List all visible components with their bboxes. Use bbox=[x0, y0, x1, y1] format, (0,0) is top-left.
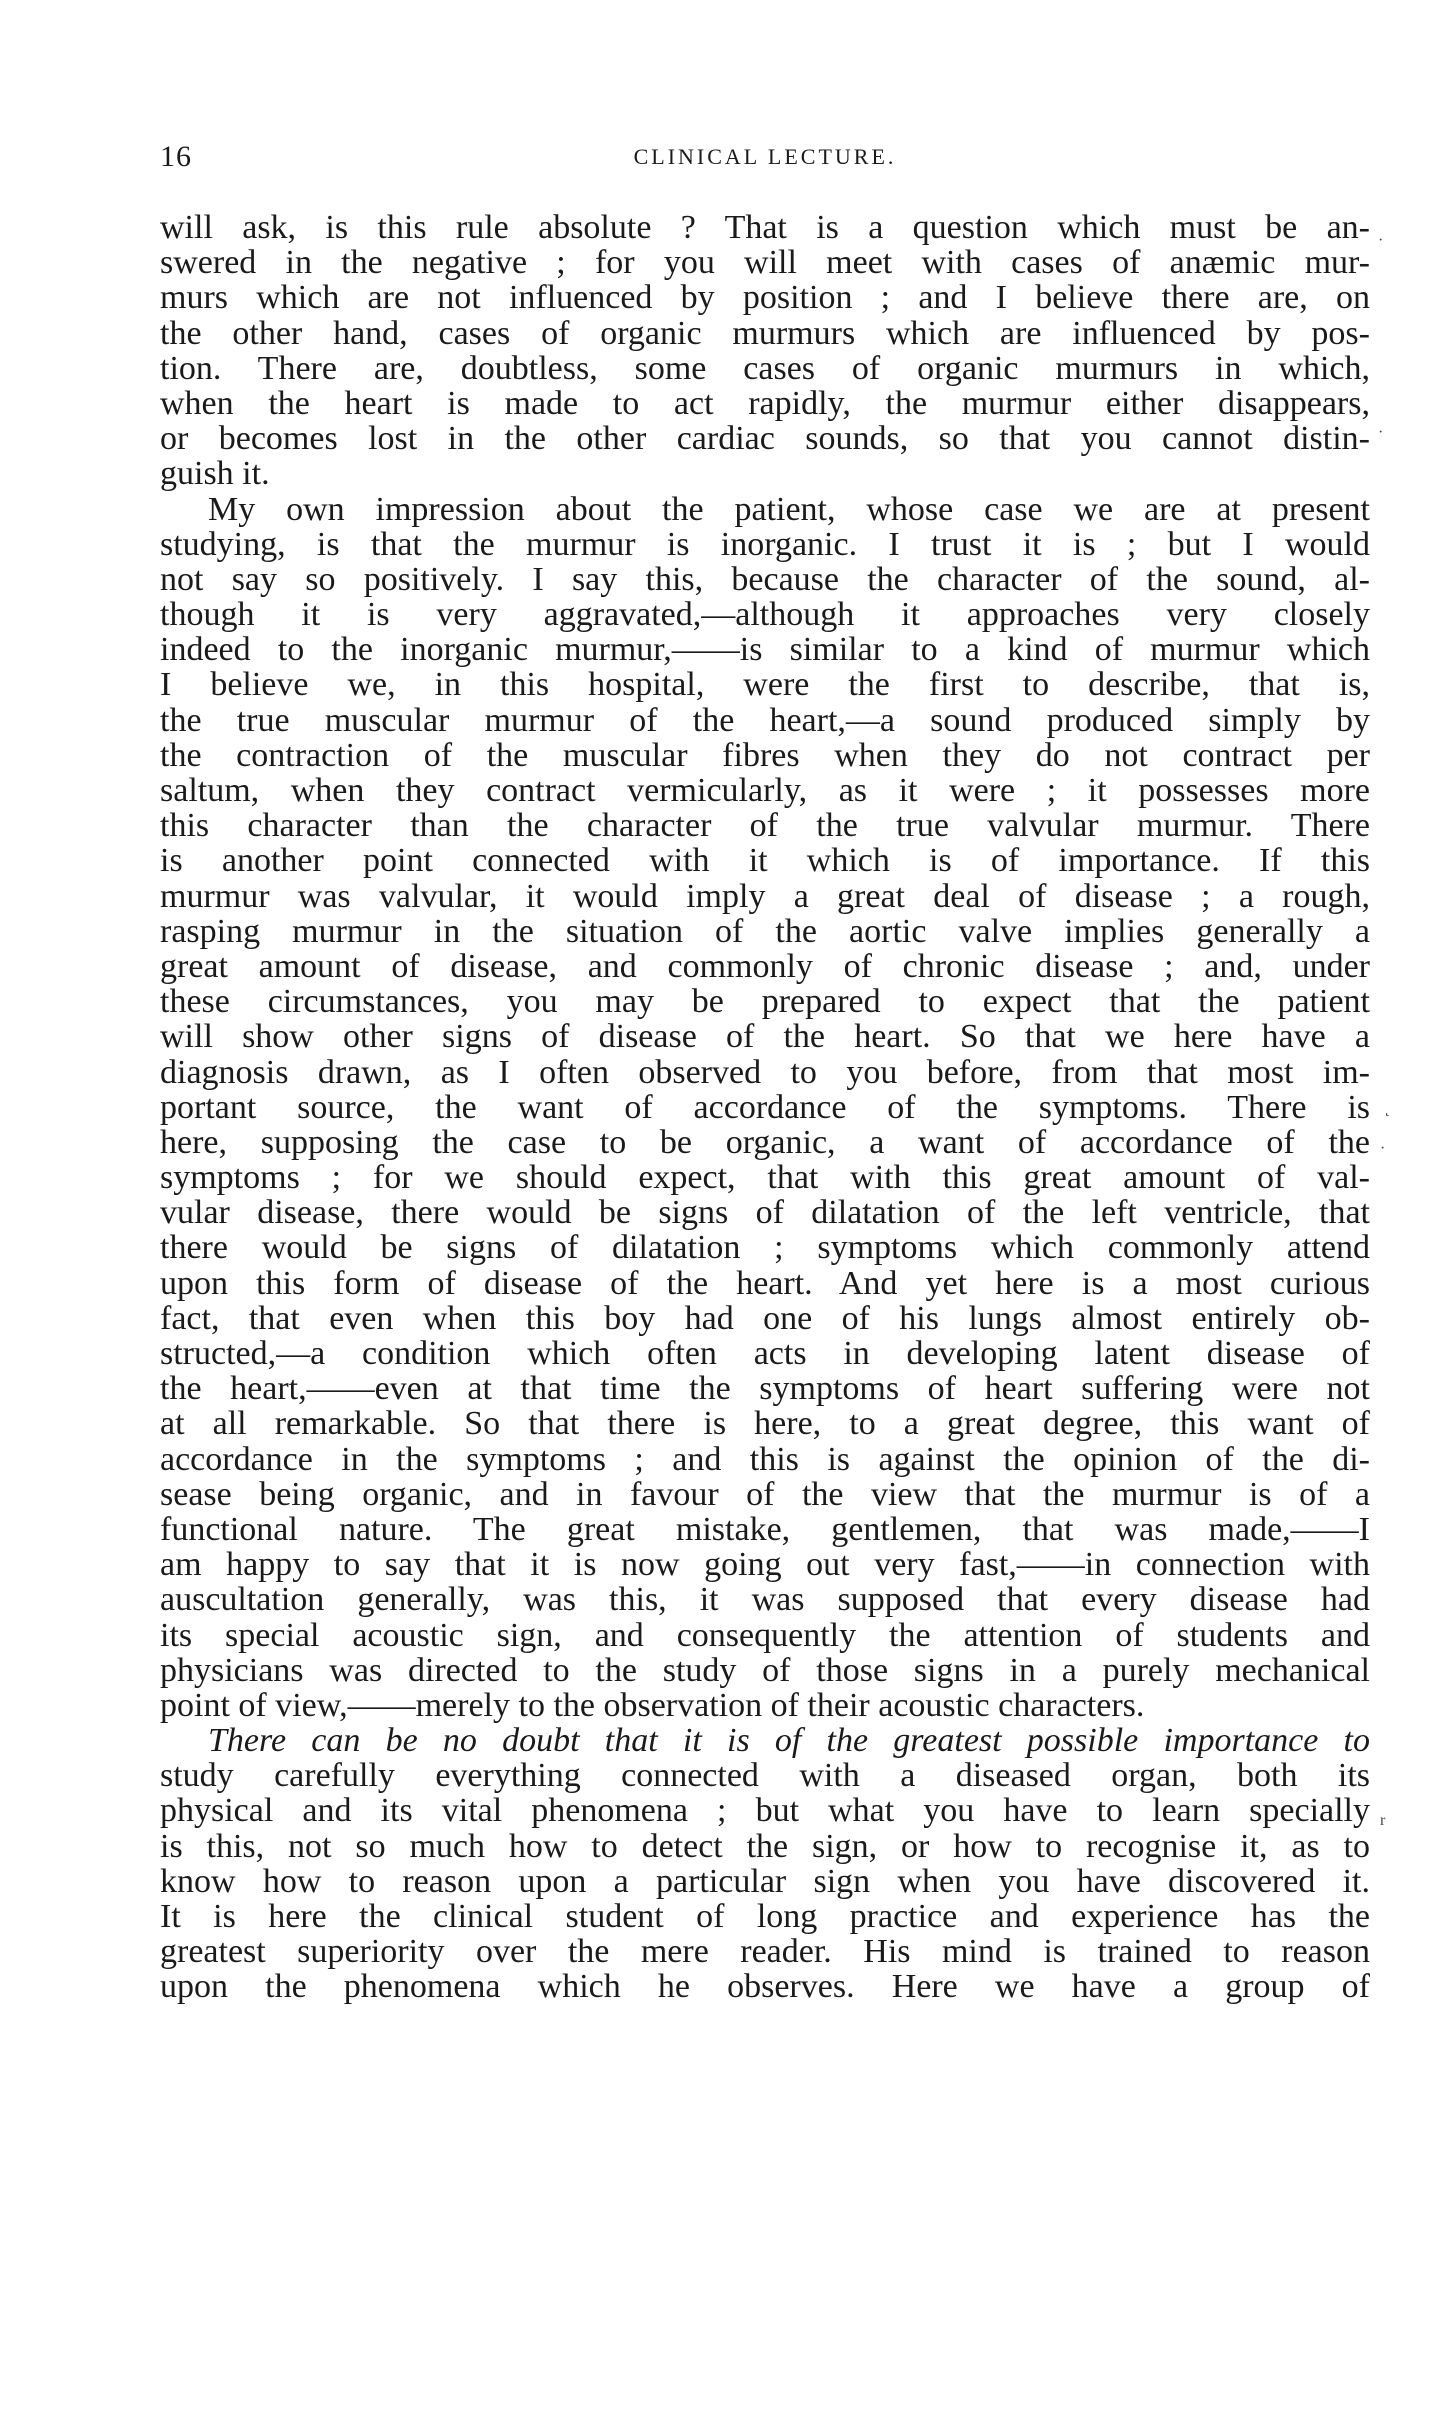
margin-mark: · bbox=[1378, 424, 1384, 441]
text-line: sease being organic, and in favour of the view that the murmur is of a bbox=[160, 1476, 1370, 1512]
text-line: physical and its vital phenomena ; but what you have to learn specially bbox=[160, 1793, 1370, 1829]
text-line: study carefully everything connected with a diseased organ, both its bbox=[160, 1758, 1370, 1794]
margin-mark: · bbox=[1378, 232, 1384, 249]
text-line: the heart,——even at that time the symptoms of heart suffering were not bbox=[160, 1371, 1370, 1407]
text-line: this character than the character of the true valvular murmur. There bbox=[160, 808, 1370, 844]
text-line: not say so positively. I say this, because the character of the sound, al- bbox=[160, 561, 1370, 598]
text-line: at all remarkable. So that there is here, to a great degree, this want of bbox=[160, 1406, 1370, 1442]
text-line: fact, that even when this boy had one of his lungs almost entirely ob- bbox=[160, 1300, 1370, 1336]
text-line: It is here the clinical student of long practice and experience has the bbox=[160, 1899, 1370, 1935]
text-line: saltum, when they contract vermicularly, as it were ; it possesses more bbox=[160, 773, 1370, 809]
text-line: vular disease, there would be signs of dilatation of the left ventricle, that bbox=[160, 1195, 1370, 1231]
margin-mark: r bbox=[1380, 1812, 1386, 1829]
text-line: symptoms ; for we should expect, that with this great amount of val- bbox=[160, 1160, 1370, 1196]
text-line: is this, not so much how to detect the sign, or how to recognise it, as to bbox=[160, 1828, 1370, 1864]
text-line: I believe we, in this hospital, were the first to describe, that is, bbox=[160, 667, 1370, 703]
text-line: there would be signs of dilatation ; symptoms which commonly attend bbox=[160, 1230, 1370, 1266]
text-line: the other hand, cases of organic murmurs which are influenced by pos- bbox=[160, 315, 1370, 351]
text-line: or becomes lost in the other cardiac sounds, so that you cannot distin- bbox=[160, 421, 1370, 457]
text-line: indeed to the inorganic murmur,——is similar to a kind of murmur which bbox=[160, 632, 1370, 668]
text-line: structed,—a condition which often acts in developing latent disease of bbox=[160, 1336, 1370, 1372]
text-line: upon the phenomena which he observes. Here we have a group of bbox=[160, 1969, 1370, 2005]
text-line: rasping murmur in the situation of the aortic valve implies generally a bbox=[160, 913, 1370, 949]
text-line: though it is very aggravated,—although it approaches very closely bbox=[160, 597, 1370, 633]
margin-mark: ˛ bbox=[1385, 1100, 1391, 1117]
body-text bbox=[160, 210, 1370, 2005]
text-line: am happy to say that it is now going out very fast,——in connection with bbox=[160, 1547, 1370, 1583]
text-line: know how to reason upon a particular sign when you have discovered it. bbox=[160, 1863, 1370, 1899]
text-line: the contraction of the muscular fibres when they do not contract per bbox=[160, 737, 1370, 773]
text-line: greatest superiority over the mere reader. His mind is trained to reason bbox=[160, 1934, 1370, 1970]
text-line: these circumstances, you may be prepared to expect that the patient bbox=[160, 984, 1370, 1020]
text-line: My own impression about the patient, whose case we are at present bbox=[208, 491, 1370, 527]
margin-mark: · bbox=[1380, 1140, 1386, 1157]
text-line: tion. There are, doubtless, some cases of organic murmurs in which, bbox=[160, 350, 1370, 386]
text-line: upon this form of disease of the heart. And yet here is a most curious bbox=[160, 1265, 1370, 1301]
page-header bbox=[160, 140, 1370, 180]
text-line: here, supposing the case to be organic, a want of accordance of the bbox=[160, 1124, 1370, 1161]
text-line: its special acoustic sign, and consequently the attention of students and bbox=[160, 1617, 1370, 1653]
text-line: great amount of disease, and commonly of chronic disease ; and, under bbox=[160, 948, 1370, 985]
text-line: will show other signs of disease of the heart. So that we here have a bbox=[160, 1019, 1370, 1055]
text-line: studying, is that the murmur is inorganic. I trust it is ; but I would bbox=[160, 526, 1370, 562]
text-line: guish it. bbox=[160, 456, 270, 492]
text-line: the true muscular murmur of the heart,—a sound produced simply by bbox=[160, 702, 1370, 738]
text-line: point of view,——merely to the observation of their acoustic characters. bbox=[160, 1687, 1145, 1724]
text-line: auscultation generally, was this, it was supposed that every disease had bbox=[160, 1582, 1370, 1618]
text-line: There can be no doubt that it is of the greatest possible importance to bbox=[208, 1723, 1370, 1759]
text-line: physicians was directed to the study of those signs in a purely mechanical bbox=[160, 1652, 1370, 1688]
text-line: murs which are not influenced by position ; and I believe there are, on bbox=[160, 280, 1370, 316]
text-line: swered in the negative ; for you will meet with cases of anæmic mur- bbox=[160, 245, 1370, 281]
text-line: when the heart is made to act rapidly, the murmur either disappears, bbox=[160, 385, 1370, 422]
running-title: CLINICAL LECTURE. bbox=[633, 144, 897, 169]
text-line: functional nature. The great mistake, gentlemen, that was made,——I bbox=[160, 1511, 1370, 1548]
text-line: will ask, is this rule absolute ? That is a question which must be an- bbox=[160, 210, 1370, 246]
text-line: murmur was valvular, it would imply a great deal of disease ; a rough, bbox=[160, 878, 1370, 914]
text-line: portant source, the want of accordance of the symptoms. There is bbox=[160, 1089, 1370, 1125]
text-line: diagnosis drawn, as I often observed to you before, from that most im- bbox=[160, 1054, 1370, 1090]
page-number: 16 bbox=[160, 140, 192, 173]
text-line: accordance in the symptoms ; and this is against the opinion of the di- bbox=[160, 1441, 1370, 1477]
text-line: is another point connected with it which is of importance. If this bbox=[160, 843, 1370, 879]
